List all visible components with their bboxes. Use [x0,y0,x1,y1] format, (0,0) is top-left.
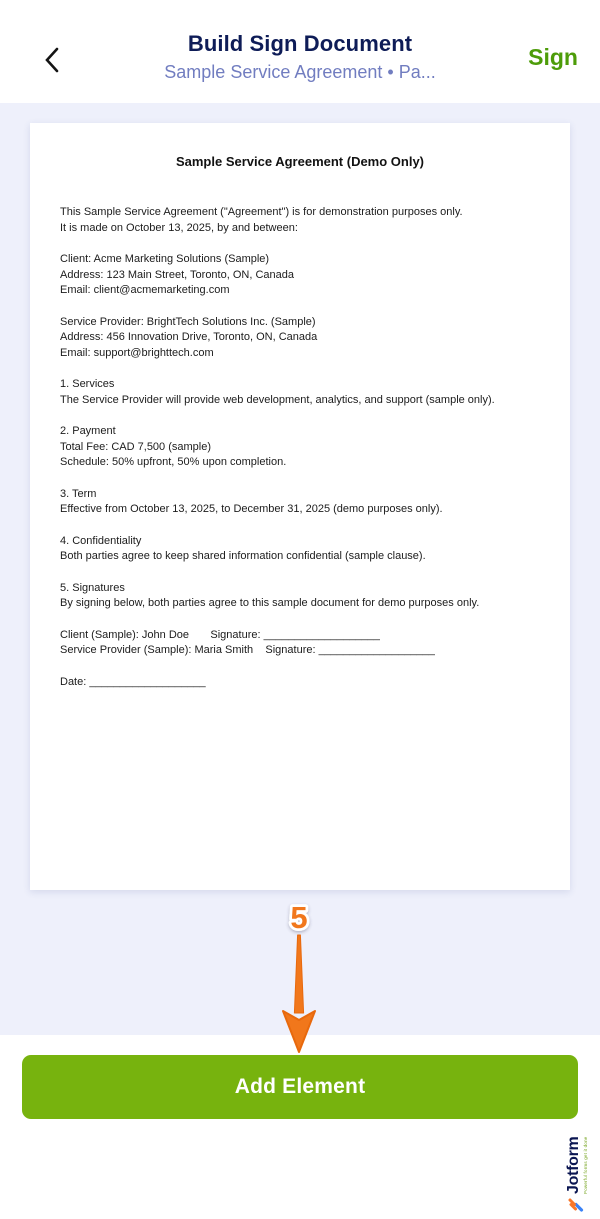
header-title-block [90,30,510,84]
document-paragraph [60,581,540,612]
document-paragraph [60,315,540,362]
jotform-text-block [566,1137,588,1194]
document-line: Service Provider (Sample): Maria Smith Signature: ___________________ [60,644,435,656]
jotform-logo [556,1121,598,1213]
document-line: Date: ___________________ [60,675,206,688]
document-paragraph [60,205,540,236]
document-paragraph [60,675,540,691]
app-header [0,0,600,103]
document-line: Both parties agree to keep shared information confidential (sample clause). [60,550,426,562]
document-line: Total Fee: CAD 7,500 (sample) [60,440,212,453]
back-button[interactable] [34,38,70,82]
document-body [60,205,540,690]
document-paragraph [60,252,540,299]
document-paragraph [60,377,540,408]
document-line: Address: 456 Innovation Drive, Toronto, ON, Canada [60,331,318,343]
annotation-step-number: 5 [290,900,308,935]
document-line: 1. Services [60,378,115,390]
document-paragraph [60,487,540,518]
document-line: 4. Confidentiality [60,534,142,547]
document-paragraph [60,424,540,471]
document-line: Client: Acme Marketing Solutions (Sample) [60,253,270,265]
jotform-logo-inner [556,1121,598,1213]
document-viewer [0,103,600,1035]
document-line: Email: support@brighttech.com [60,346,214,359]
document-title: Sample Service Agreement (Demo Only) [175,154,425,169]
page-title: Build Sign Document [187,31,413,56]
document-line: By signing below, both parties agree to this sample document for demo purposes only. [60,597,480,609]
document-line: It is made on October 13, 2025, by and between: [60,221,298,234]
document-line: Service Provider: BrightTech Solutions Inc. (Sample) [60,315,316,328]
document-line: 3. Term [60,487,97,500]
document-line: Email: client@acmemarketing.com [60,284,230,296]
document-line: Address: 123 Main Street, Toronto, ON, Canada [60,268,294,281]
document-line: Effective from October 13, 2025, to December 31, 2025 (demo purposes only). [60,503,443,515]
add-element-button[interactable]: Add Element [22,1055,578,1119]
jotform-tagline: Powerful forms get it done [583,1136,588,1194]
document-paragraph [60,628,540,659]
jotform-wordmark: Jotform [565,1136,582,1194]
chevron-left-icon [44,47,60,73]
document-line: 5. Signatures [60,581,125,594]
jotform-mark-icon [566,1197,589,1213]
document-line: 2. Payment [60,425,116,437]
document-line: Schedule: 50% upfront, 50% upon completion. [60,456,287,468]
document-line: This Sample Service Agreement ("Agreement") is for demonstration purposes only. [60,206,463,218]
document-paragraph [60,534,540,565]
document-line: Client (Sample): John Doe Signature: ___________________ [60,628,380,641]
bottom-bar [0,1035,600,1219]
document-line: The Service Provider will provide web development, analytics, and support (sample only). [60,393,495,406]
sign-link[interactable]: Sign [528,44,578,70]
page-subtitle: Sample Service Agreement • Pa... [164,62,436,82]
document-page[interactable] [30,123,570,890]
